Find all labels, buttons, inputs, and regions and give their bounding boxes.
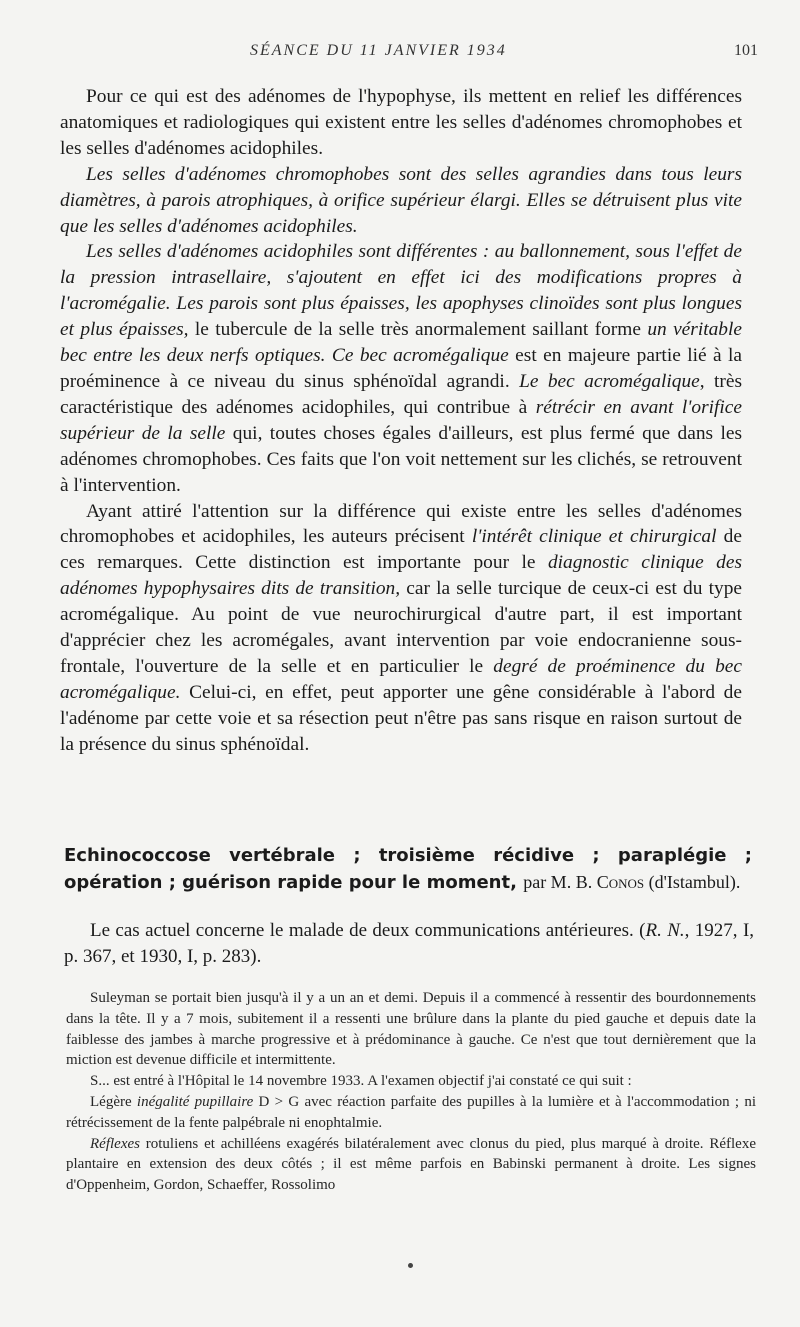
p4-italic-d: diagnostic clinique des adénomes hypophysaires dits de transition,	[60, 552, 743, 600]
intro-text-b: , 1927, I, p. 367, et 1930, I, p. 283).	[64, 920, 755, 967]
case-p3-italic: inégalité pupillaire	[136, 1093, 254, 1110]
page-header	[60, 42, 758, 66]
case-p4-b: rotuliens et achilléens exagérés bilatéralement avec clonus du pied, plus marqué à droite. Réflexe plantaire en extension des deux côtés ; il est même parfois en Babinski permanent à droite. Les signes d'Oppenheim, Gordon, Schaeffer, Rossolimo	[66, 1135, 756, 1194]
case-paragraph-1: Suleyman se portait bien jusqu'à il y a un an et demi. Depuis il a commencé à ressentir des bourdonnements dans la tête. Il y a 7 mois, subitement il a ressenti une brûlure dans la plante du pied gauche et depuis date la faiblesse des jambes à marche progressive et à prédominance à gauche. Ce n'est que tout dernièrement que la miction est devenue difficile et intermittente.	[66, 990, 756, 1069]
p3-italic-a: Les selles d'adénomes acidophiles sont différentes : au ballonnement, sous l'effet de la pression intrasellaire, s'ajoutent en effet ici des modifications propres à l'acromégalie. Les parois sont plus épaisses, les apophyses clinoïdes sont plus longues et plus épaisses,	[60, 241, 742, 341]
case-p3-a: Légère	[90, 1093, 137, 1110]
paragraph-3	[60, 239, 742, 498]
p3-italic-g: Le bec acromégalique	[519, 370, 700, 392]
journal-abbrev: R. N.	[645, 920, 685, 941]
author-name: Conos	[596, 872, 645, 892]
p4-text-g: Celui-ci, en effet, peut apporter une gêne considérable à l'abord de l'adénome par cette voie et sa résection peut n'être pas sans risque en raison surtout de la présence du sinus sphénoïdal.	[60, 681, 742, 755]
p3-text-b: le tubercule de la selle très anormalement saillant forme	[188, 319, 648, 341]
p4-text-e: car la selle turcique de ceux-ci est du type acromégalique. Au point de vue neurochirurgical d'autre part, il est important d'apprécier chez les acromégales, avant intervention par voie endocranienne sous-frontale, l'ouverture de la selle et en particulier le	[60, 578, 742, 677]
p3-text-h: , très caractéristique des adénomes acidophiles, qui contribue à	[60, 370, 742, 418]
print-mark	[408, 1263, 413, 1268]
paragraph-4	[60, 499, 742, 758]
intro-text-a: Le cas actuel concerne le malade de deux communications antérieures. (	[90, 920, 646, 941]
case-p4-italic: Réflexes	[90, 1135, 140, 1152]
intro-paragraph	[64, 918, 754, 970]
main-text	[60, 84, 742, 758]
running-title: SÉANCE DU 11 JANVIER 1934	[250, 42, 507, 59]
paragraph-2-italic: Les selles d'adénomes chromophobes sont des selles agrandies dans tous leurs diamètres, à parois atrophiques, à orifice supérieur élargi. Elles se détruisent plus vite que les selles d'adénomes acidophiles.	[60, 163, 742, 237]
section-title-text: Echinococcose vertébrale ; troisième récidive ; paraplégie ; opération ; guérison rapide pour le moment,	[64, 845, 752, 893]
p3-italic-c: un véritable bec entre les deux nerfs optiques.	[60, 319, 742, 367]
case-paragraph-3	[66, 1092, 756, 1134]
case-report	[66, 988, 756, 1196]
p4-text-a: Ayant attiré l'attention sur la différence qui existe entre les selles d'adénomes chromophobes et acidophiles, les auteurs précisent	[60, 500, 742, 548]
p3-text-j: qui, toutes choses égales d'ailleurs, est plus fermé que dans les adénomes chromophobes. Ces faits que l'on voit nettement sur les clichés, se retrouvent à l'intervention.	[60, 422, 742, 496]
section-authors	[523, 872, 740, 892]
p3-italic-e: Ce bec acromégalique	[331, 345, 509, 367]
p3-italic-i: rétrécir en avant l'orifice supérieur de la selle	[60, 396, 742, 444]
case-paragraph-2: S... est entré à l'Hôpital le 14 novembre 1933. A l'examen objectif j'ai constaté ce qui suit :	[90, 1073, 632, 1090]
section-heading	[64, 842, 752, 896]
case-paragraph-4	[66, 1134, 756, 1196]
paragraph-1: Pour ce qui est des adénomes de l'hypophyse, ils mettent en relief les différences anatomiques et radiologiques qui existent entre les selles d'adénomes chromophobes et les selles d'adénomes acidophiles.	[60, 86, 742, 159]
p4-italic-b: l'intérêt clinique et chirurgical	[471, 526, 717, 548]
paragraph-2	[60, 162, 742, 240]
authors-prefix: par M. B.	[523, 872, 597, 892]
authors-suffix: (d'Istambul).	[644, 872, 741, 892]
p4-text-c: de ces remarques. Cette distinction est importante pour le	[60, 526, 742, 574]
page-number: 101	[734, 42, 758, 59]
case-p3-c: D > G avec réaction parfaite des pupilles à la lumière et à l'accommodation ; ni rétrécissement de la fente palpébrale ni enophtalmie.	[66, 1093, 756, 1131]
p3-text-f: est en majeure partie lié à la proéminence à ce niveau du sinus sphénoïdal agrandi.	[60, 345, 742, 392]
p4-italic-f: degré de proéminence du bec acromégalique.	[60, 655, 742, 703]
section-intro	[64, 918, 754, 970]
